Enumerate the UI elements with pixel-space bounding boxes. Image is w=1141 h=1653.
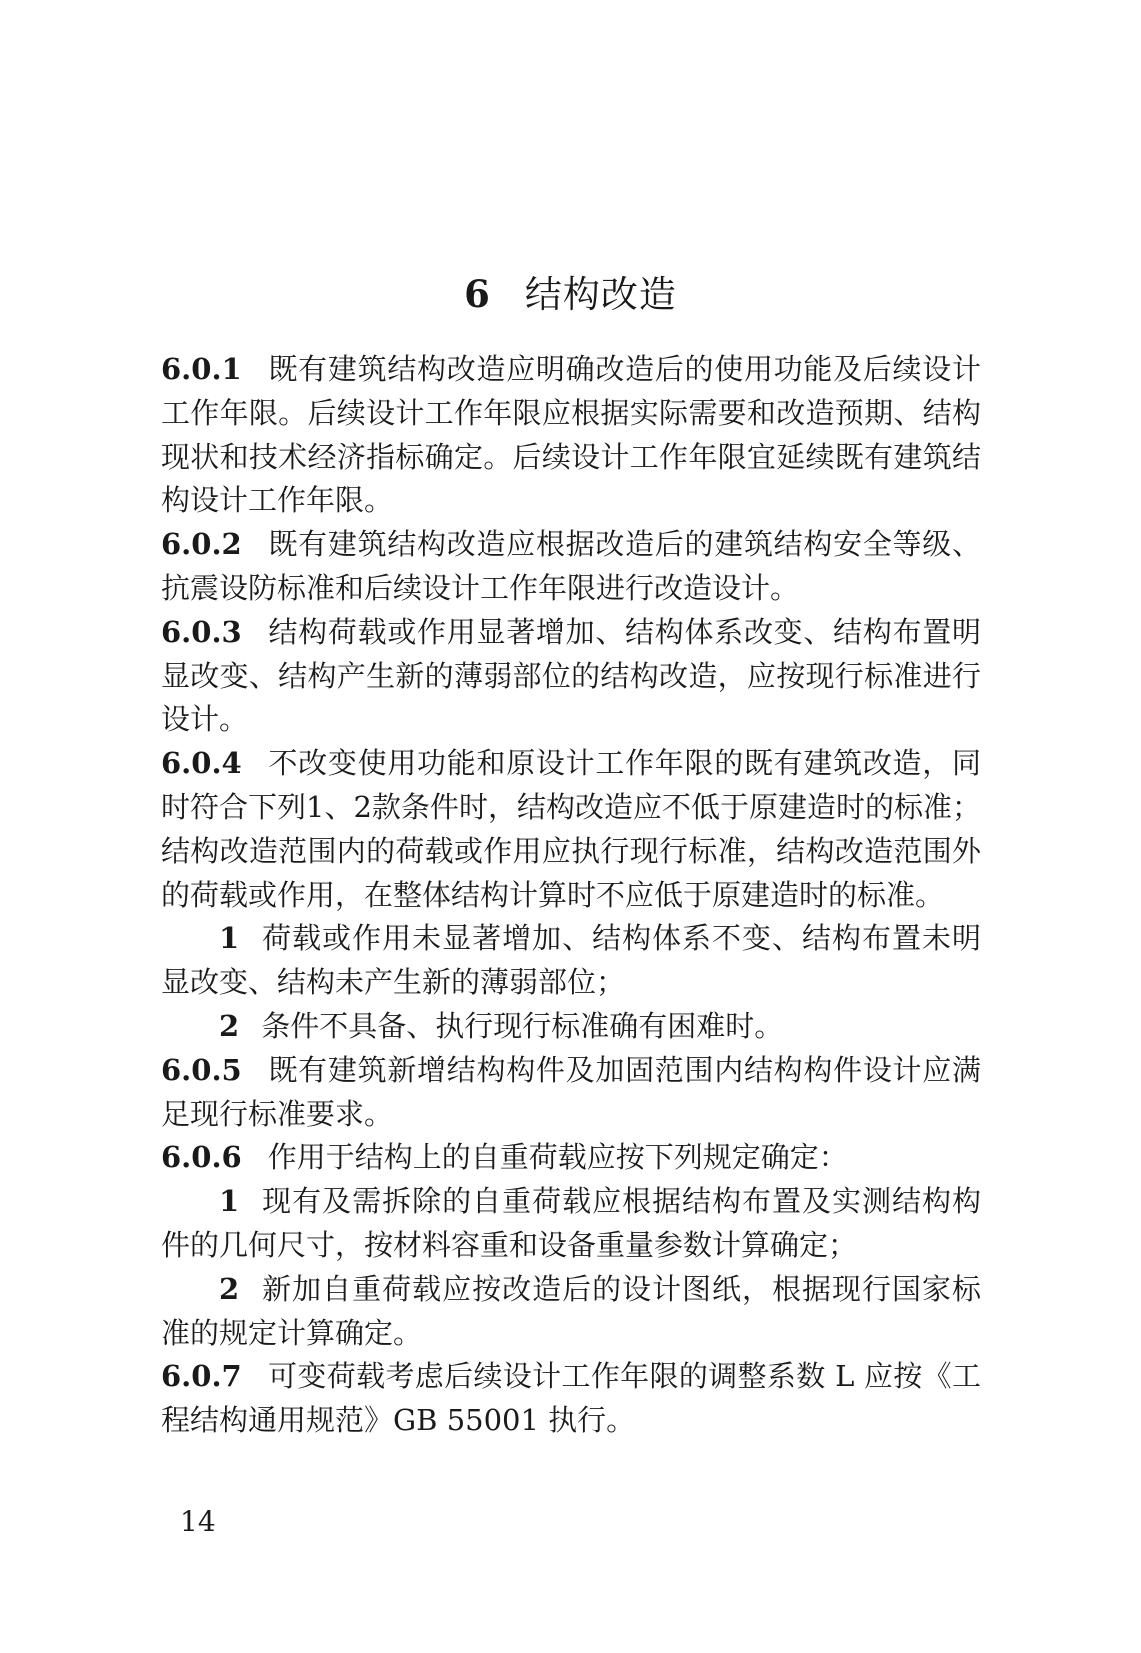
clause <box>161 1355 981 1443</box>
item-text: 荷载或作用未显著增加、结构体系不变、结构布置未明显改变、结构未产生新的薄弱部位； <box>161 921 981 1000</box>
clause-text: 既有建筑结构改造应明确改造后的使用功能及后续设计工作年限。后续设计工作年限应根据实际需要和改造预期、结构现状和技术经济指标确定。后续设计工作年限宜延续既有建筑结构设计工作年限。 <box>161 352 981 518</box>
clause <box>161 611 981 742</box>
clause <box>161 1136 981 1180</box>
clause <box>161 1049 981 1137</box>
clause-text: 作用于结构上的自重荷载应按下列规定确定： <box>267 1140 848 1175</box>
item-number: 2 <box>219 1271 240 1306</box>
clause <box>161 742 981 917</box>
clause-item <box>161 1268 981 1356</box>
item-number: 1 <box>219 1184 240 1219</box>
page-number: 14 <box>180 1505 216 1538</box>
clause-number: 6.0.3 <box>161 614 242 649</box>
item-number: 2 <box>219 1008 240 1043</box>
item-text: 条件不具备、执行现行标准确有困难时。 <box>261 1008 784 1043</box>
clause-number: 6.0.6 <box>161 1140 242 1175</box>
chapter-number: 6 <box>464 272 491 316</box>
clause-list <box>161 348 981 1443</box>
clause-item <box>161 1180 981 1268</box>
clause-number: 6.0.1 <box>161 352 242 386</box>
clause <box>161 348 981 523</box>
item-text: 新加自重荷载应按改造后的设计图纸，根据现行国家标准的规定计算确定。 <box>161 1271 981 1350</box>
item-number: 1 <box>219 921 240 956</box>
clause-number: 6.0.5 <box>161 1052 242 1087</box>
clause-text: 既有建筑结构改造应根据改造后的建筑结构安全等级、抗震设防标准和后续设计工作年限进行改造设计。 <box>161 527 981 605</box>
clause-number: 6.0.7 <box>161 1359 242 1394</box>
clause-text: 可变荷载考虑后续设计工作年限的调整系数 L 应按《工程结构通用规范》GB 55001 执行。 <box>161 1359 981 1438</box>
clause-item <box>161 1005 981 1049</box>
clause <box>161 523 981 611</box>
clause-text: 不改变使用功能和原设计工作年限的既有建筑改造，同时符合下列1、2款条件时，结构改造应不低于原建造时的标准；结构改造范围内的荷载或作用应执行现行标准，结构改造范围外的荷载或作用，在整体结构计算时不应低于原建造时的标准。 <box>161 746 981 912</box>
clause-text: 既有建筑新增结构构件及加固范围内结构构件设计应满足现行标准要求。 <box>161 1052 981 1131</box>
clause-item <box>161 917 981 1005</box>
item-text: 现有及需拆除的自重荷载应根据结构布置及实测结构构件的几何尺寸，按材料容重和设备重量参数计算确定； <box>161 1184 981 1262</box>
clause-number: 6.0.2 <box>161 527 242 562</box>
chapter-title <box>0 272 1141 317</box>
clause-number: 6.0.4 <box>161 746 242 781</box>
clause-text: 结构荷载或作用显著增加、结构体系改变、结构布置明显改变、结构产生新的薄弱部位的结构改造，应按现行标准进行设计。 <box>161 614 981 737</box>
chapter-name: 结构改造 <box>524 273 677 316</box>
